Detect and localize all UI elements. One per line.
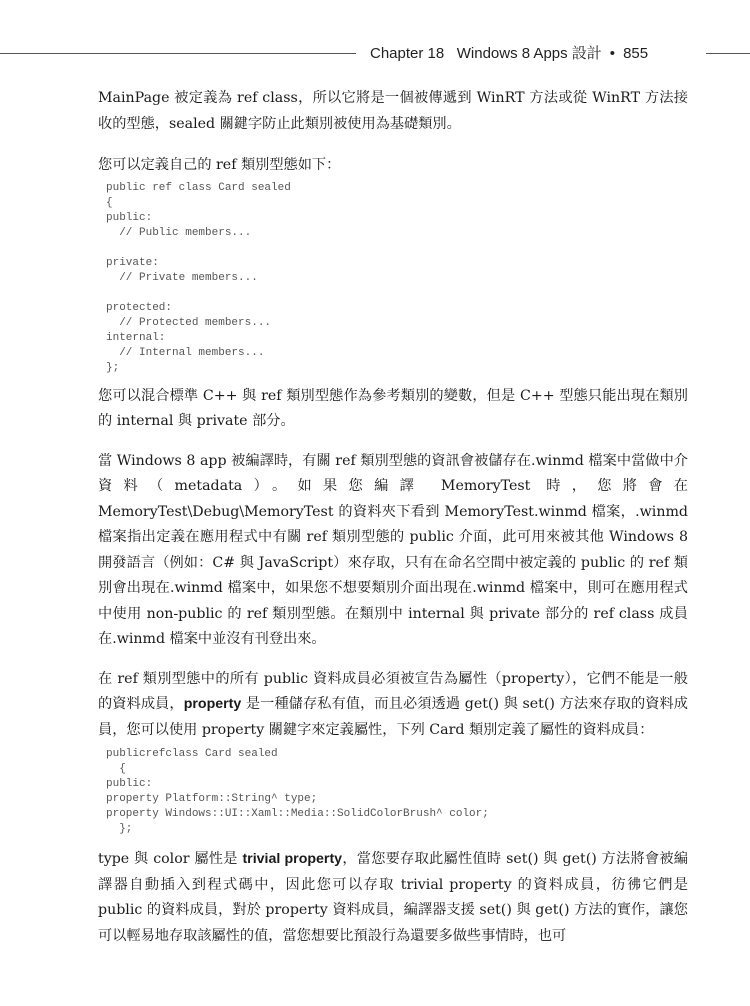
paragraph-properties bbox=[98, 667, 688, 744]
properties-text-end: 是一種儲存私有值，而且必須透過 get() 與 set() 方法來存取的資料成員，您可以使用 property 關鍵字來定義屬性，下列 Card 類別定義了屬性的資料成員： bbox=[98, 696, 688, 738]
chapter-title: Windows 8 Apps 設計 bbox=[456, 45, 602, 62]
chapter-label: Chapter 18 bbox=[370, 45, 445, 62]
paragraph-mixing-types: 您可以混合標準 C++ 與 ref 類別型態作為參考類別的變數，但是 C++ 型態只能出現在類別的 internal 與 private 部分。 bbox=[98, 387, 688, 429]
properties-text-start: 在 ref 類別型態中的所有 public 資料成員必須被宣告為屬性（property），它們不能是一般的資料成員， bbox=[98, 670, 688, 712]
page-number: 855 bbox=[623, 45, 649, 62]
code-block-card-class: public ref class Card sealed { public: // Public members... private: // Private members... protected: // Protected members... internal: // Internal members... }; bbox=[106, 181, 291, 374]
paragraph-define-ref-class: 您可以定義自己的 ref 類別型態如下： bbox=[98, 157, 341, 173]
code-block-card-properties: publicrefclass Card sealed { public: property Platform::String^ type; property Windows::UI::Xaml::Media::SolidColorBrush^ color; }; bbox=[106, 748, 489, 835]
trivial-property-term: trivial property bbox=[242, 851, 343, 867]
running-header bbox=[0, 40, 750, 66]
header-rule-left bbox=[0, 53, 356, 54]
trivial-text-start: type 與 color 屬性是 bbox=[98, 851, 243, 867]
paragraph-winmd: 當 Windows 8 app 被編譯時，有關 ref 類別型態的資訊會被儲存在.winmd 檔案中當做中介資料（metadata）。如果您編譯 MemoryTest 時，您將會在 MemoryTest\Debug\MemoryTest 的資料夾下看到 MemoryTest.winmd 檔案，.winmd 檔案指出定義在應用程式中有關 ref 類別型態的 public 介面，此可用來被其他 Windows 8 開發語言（例如：C# 與 JavaScript）來存取，只有在命名空間中被定義的 public 的 ref 類別會出現在.winmd 檔案中，如果您不想要類別介面出現在.winmd 檔案中，則可在應用程式中使用 non-public 的 ref 類別型態。在類別中 internal 與 private 部分的 ref class 成員在.winmd 檔案中並沒有刊登出來。 bbox=[98, 452, 688, 647]
header-bullet: • bbox=[609, 45, 616, 62]
trivial-text-end: ，當您要存取此屬性值時 set() 與 get() 方法將會被編譯器自動插入到程式碼中，因此您可以存取 trivial property 的資料成員，彷彿它們是 public 的資料成員，對於 property 資料成員，編譯器支援 set() 與 get() 方法的實作，讓您可以輕易地存取該屬性的值，當您想要比預設行為還要多做些事情時，也可 bbox=[98, 851, 688, 944]
header-rule-right bbox=[706, 53, 750, 54]
header-text bbox=[370, 42, 648, 63]
page-body bbox=[98, 86, 688, 949]
paragraph-mainpage: MainPage 被定義為 ref class，所以它將是一個被傳遞到 WinRT 方法或從 WinRT 方法接收的型態，sealed 關鍵字防止此類別被使用為基礎類別。 bbox=[98, 90, 688, 132]
paragraph-trivial-property bbox=[98, 847, 688, 949]
property-term: property bbox=[183, 696, 242, 712]
